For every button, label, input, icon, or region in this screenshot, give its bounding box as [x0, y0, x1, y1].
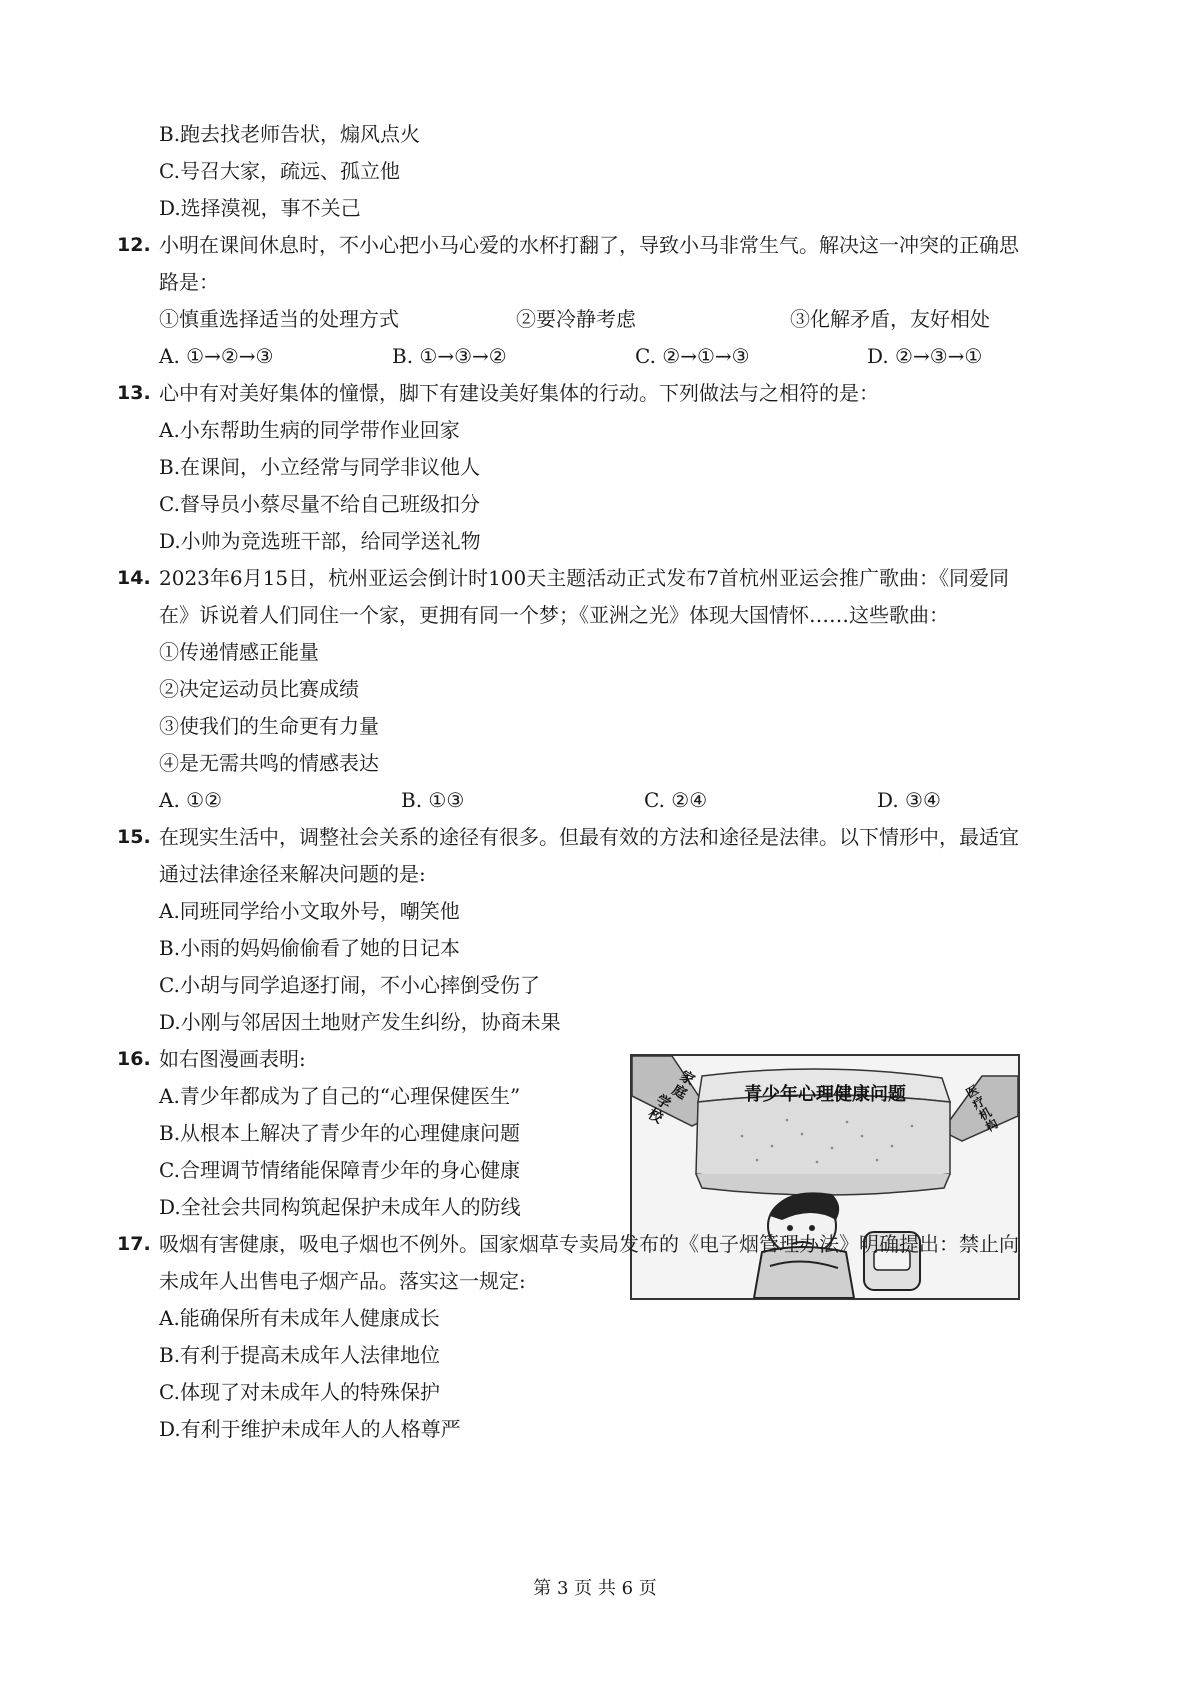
q13-option-c: C.督导员小蔡尽量不给自己班级扣分: [159, 492, 480, 516]
q17-number: 17.: [117, 1233, 151, 1255]
q14-option-c: C. ②④: [644, 788, 708, 812]
q12-item-1: ①慎重选择适当的处理方式: [159, 307, 399, 331]
q15-option-d: D.小刚与邻居因土地财产发生纠纷，协商未果: [159, 1010, 561, 1034]
q12-text-line2: 路是：: [159, 270, 219, 294]
q12-items: [0, 305, 1190, 333]
q13-option-b: B.在课间，小立经常与同学非议他人: [159, 455, 481, 479]
q13-text-line1: 心中有对美好集体的憧憬，脚下有建设美好集体的行动。下列做法与之相符的是：: [159, 381, 879, 405]
q14-item-4: ④是无需共鸣的情感表达: [159, 751, 379, 775]
page-number-footer: 第 3 页 共 6 页: [533, 1578, 657, 1599]
q14-text-line1: 2023年6月15日，杭州亚运会倒计时100天主题活动正式发布7首杭州亚运会推广歌曲：《同爱同: [159, 566, 1009, 590]
q12-option-b: B. ①→③→②: [392, 344, 507, 368]
q12-option-c: C. ②→①→③: [635, 344, 750, 368]
q11-option-c: C.号召大家，疏远、孤立他: [159, 159, 400, 183]
q15-option-b: B.小雨的妈妈偷偷看了她的日记本: [159, 936, 461, 960]
q17-option-c: C.体现了对未成年人的特殊保护: [159, 1380, 440, 1404]
q14-item-3: ③使我们的生命更有力量: [159, 714, 379, 738]
q12-option-d: D. ②→③→①: [867, 344, 983, 368]
q14-option-a: A. ①②: [159, 788, 223, 812]
q13-number: 13.: [117, 382, 151, 404]
q16-number: 16.: [117, 1048, 151, 1070]
q12-number: 12.: [117, 234, 151, 256]
q14-text-line2: 在》诉说着人们同住一个家，更拥有同一个梦；《亚洲之光》体现大国情怀……这些歌曲：: [159, 603, 949, 627]
q15-number: 15.: [117, 826, 151, 848]
q14-item-1: ①传递情感正能量: [159, 640, 319, 664]
q17-option-b: B.有利于提高未成年人法律地位: [159, 1343, 441, 1367]
q16-option-b: B.从根本上解决了青少年的心理健康问题: [159, 1121, 521, 1145]
q15-option-a: A.同班同学给小文取外号，嘲笑他: [159, 899, 460, 923]
q16-option-d: D.全社会共同构筑起保护未成年人的防线: [159, 1195, 521, 1219]
q12-item-3: ③化解矛盾，友好相处: [790, 307, 990, 331]
q17-option-d: D.有利于维护未成年人的人格尊严: [159, 1417, 461, 1441]
q14-option-d: D. ③④: [877, 788, 941, 812]
q13-option-d: D.小帅为竞选班干部，给同学送礼物: [159, 529, 481, 553]
q15-text-line2: 通过法律途径来解决问题的是:: [159, 862, 426, 886]
q13-option-a: A.小东帮助生病的同学带作业回家: [159, 418, 460, 442]
q14-item-2: ②决定运动员比赛成绩: [159, 677, 359, 701]
q15-text-line1: 在现实生活中，调整社会关系的途径有很多。但最有效的方法和途径是法律。以下情形中，最适宜: [159, 825, 1019, 849]
q11-option-b: B.跑去找老师告状，煽风点火: [159, 122, 421, 146]
cartoon-tag-family: 家庭: [669, 1068, 698, 1103]
q15-option-c: C.小胡与同学追逐打闹，不小心摔倒受伤了: [159, 973, 540, 997]
q12-item-2: ②要冷静考虑: [516, 307, 636, 331]
mental-health-cartoon: [630, 1054, 1020, 1300]
q14-options: [0, 786, 1190, 814]
q17-option-a: A.能确保所有未成年人健康成长: [159, 1306, 440, 1330]
q16-option-a: A.青少年都成为了自己的“心理保健医生”: [159, 1084, 521, 1108]
q12-options: [0, 342, 1190, 370]
q12-text-line1: 小明在课间休息时，不小心把小马心爱的水杯打翻了，导致小马非常生气。解决这一冲突的正确思: [159, 233, 1019, 257]
q17-text-line2: 未成年人出售电子烟产品。落实这一规定:: [159, 1269, 526, 1293]
q17-text-line1: 吸烟有害健康，吸电子烟也不例外。国家烟草专卖局发布的《电子烟管理办法》明确提出：禁止向: [159, 1232, 1019, 1256]
cartoon-tag-medical: 医疗机构: [963, 1082, 1001, 1135]
q11-option-d: D.选择漠视，事不关己: [159, 196, 361, 220]
cartoon-tag-school: 学校: [645, 1092, 674, 1127]
q16-text-line1: 如右图漫画表明:: [159, 1047, 306, 1071]
cartoon-banner-title: 青少年心理健康问题: [744, 1084, 906, 1105]
q16-option-c: C.合理调节情绪能保障青少年的身心健康: [159, 1158, 520, 1182]
q14-number: 14.: [117, 567, 151, 589]
q12-option-a: A. ①→②→③: [159, 344, 274, 368]
q14-option-b: B. ①③: [401, 788, 465, 812]
